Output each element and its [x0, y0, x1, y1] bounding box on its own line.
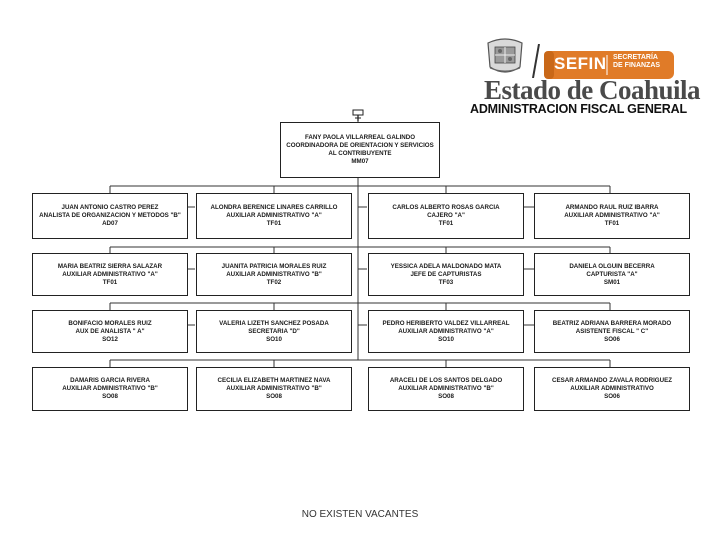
org-box	[368, 367, 524, 411]
person-code: SO06	[604, 393, 620, 400]
org-box	[368, 310, 524, 353]
person-name: BEATRIZ ADRIANA BARRERA MORADO	[552, 319, 672, 327]
person-code: SO10	[266, 335, 282, 343]
person-code: AD07	[102, 220, 118, 227]
person-title: ASISTENTE FISCAL " C"	[575, 327, 649, 335]
person-title: AUXILIAR ADMINISTRATIVO "B"	[398, 385, 494, 392]
person-code: SO08	[102, 393, 118, 400]
org-box	[368, 193, 524, 239]
person-name: MARIA BEATRIZ SIERRA SALAZAR	[57, 262, 163, 270]
person-code: TF01	[604, 220, 620, 227]
person-name: ALONDRA BERENICE LINARES CARRILLO	[210, 204, 338, 211]
vacancies-note: NO EXISTEN VACANTES	[301, 509, 419, 520]
person-title: AUXILIAR ADMINISTRATIVO "A"	[398, 327, 494, 335]
person-name: ARMANDO RAUL RUIZ IBARRA	[565, 204, 659, 211]
sefin-sub-line1: SECRETARÍA	[613, 54, 658, 61]
sefin-sub-line2: DE FINANZAS	[613, 62, 661, 69]
head-title-line1: COORDINADORA DE ORIENTACION Y SERVICIOS	[286, 142, 434, 149]
org-box	[32, 367, 188, 411]
org-box	[32, 253, 188, 296]
org-box	[32, 310, 188, 353]
org-box	[196, 367, 352, 411]
person-title: AUXILIAR ADMINISTRATIVO "A"	[226, 212, 322, 219]
org-box	[534, 253, 690, 296]
org-box	[196, 253, 352, 296]
head-code: MM07	[351, 158, 369, 165]
person-code: TF01	[438, 220, 454, 227]
person-code: SO08	[438, 393, 454, 400]
org-box	[196, 193, 352, 239]
person-name: JUANITA PATRICIA MORALES RUIZ	[221, 262, 327, 270]
head-title-line2: AL CONTRIBUYENTE	[328, 150, 392, 157]
org-box	[368, 253, 524, 296]
person-code: SO06	[604, 335, 620, 343]
person-title: SECRETARIA "D"	[248, 327, 300, 335]
person-name: DANIELA OLGUIN BECERRA	[569, 262, 655, 270]
person-title: AUXILIAR ADMINISTRATIVO "B"	[226, 385, 322, 392]
person-title: CAPTURISTA "A"	[586, 270, 638, 278]
person-title: AUXILIAR ADMINISTRATIVO "A"	[62, 270, 158, 278]
person-title: AUXILIAR ADMINISTRATIVO "B"	[62, 385, 158, 392]
person-code: TF02	[266, 278, 282, 286]
org-box	[534, 367, 690, 411]
person-name: CESAR ARMANDO ZAVALA RODRIGUEZ	[552, 377, 672, 384]
person-title: AUXILIAR ADMINISTRATIVO	[570, 385, 654, 392]
person-name: YESSICA ADELA MALDONADO MATA	[390, 262, 502, 270]
head-name: FANY PAOLA VILLARREAL GALINDO	[304, 134, 416, 141]
person-name: VALERIA LIZETH SANCHEZ POSADA	[219, 319, 329, 327]
person-title: JEFE DE CAPTURISTAS	[410, 270, 482, 278]
person-code: TF01	[102, 278, 118, 286]
org-box	[534, 310, 690, 353]
person-title: CAJERO "A"	[427, 212, 465, 219]
org-box-head	[280, 122, 440, 178]
person-name: BONIFACIO MORALES RUIZ	[68, 319, 152, 327]
org-box	[32, 193, 188, 239]
state-name: Estado de Coahuila	[484, 75, 701, 105]
person-code: TF01	[266, 220, 282, 227]
person-code: SO10	[438, 335, 454, 343]
person-title: AUXILIAR ADMINISTRATIVO "A"	[564, 212, 660, 219]
person-name: CARLOS ALBERTO ROSAS GARCIA	[392, 204, 500, 211]
person-code: SO12	[102, 335, 118, 343]
person-name: CECILIA ELIZABETH MARTINEZ NAVA	[217, 377, 331, 384]
org-box	[534, 193, 690, 239]
person-title: ANALISTA DE ORGANIZACION Y METODOS "B"	[39, 212, 181, 219]
person-code: SM01	[603, 278, 621, 286]
person-name: DAMARIS GARCIA RIVERA	[70, 377, 150, 384]
person-code: SO08	[266, 393, 282, 400]
agency-name: ADMINISTRACION FISCAL GENERAL	[470, 102, 687, 116]
sefin-brand-text: SEFIN	[554, 54, 607, 73]
person-code: TF03	[438, 278, 454, 286]
person-name: ARACELI DE LOS SANTOS DELGADO	[389, 377, 503, 384]
person-title: AUX DE ANALISTA " A"	[75, 327, 145, 335]
org-box	[196, 310, 352, 353]
person-name: PEDRO HERIBERTO VALDEZ VILLARREAL	[382, 319, 510, 327]
person-title: AUXILIAR ADMINISTRATIVO "B"	[226, 270, 322, 278]
person-name: JUAN ANTONIO CASTRO PEREZ	[61, 204, 159, 211]
